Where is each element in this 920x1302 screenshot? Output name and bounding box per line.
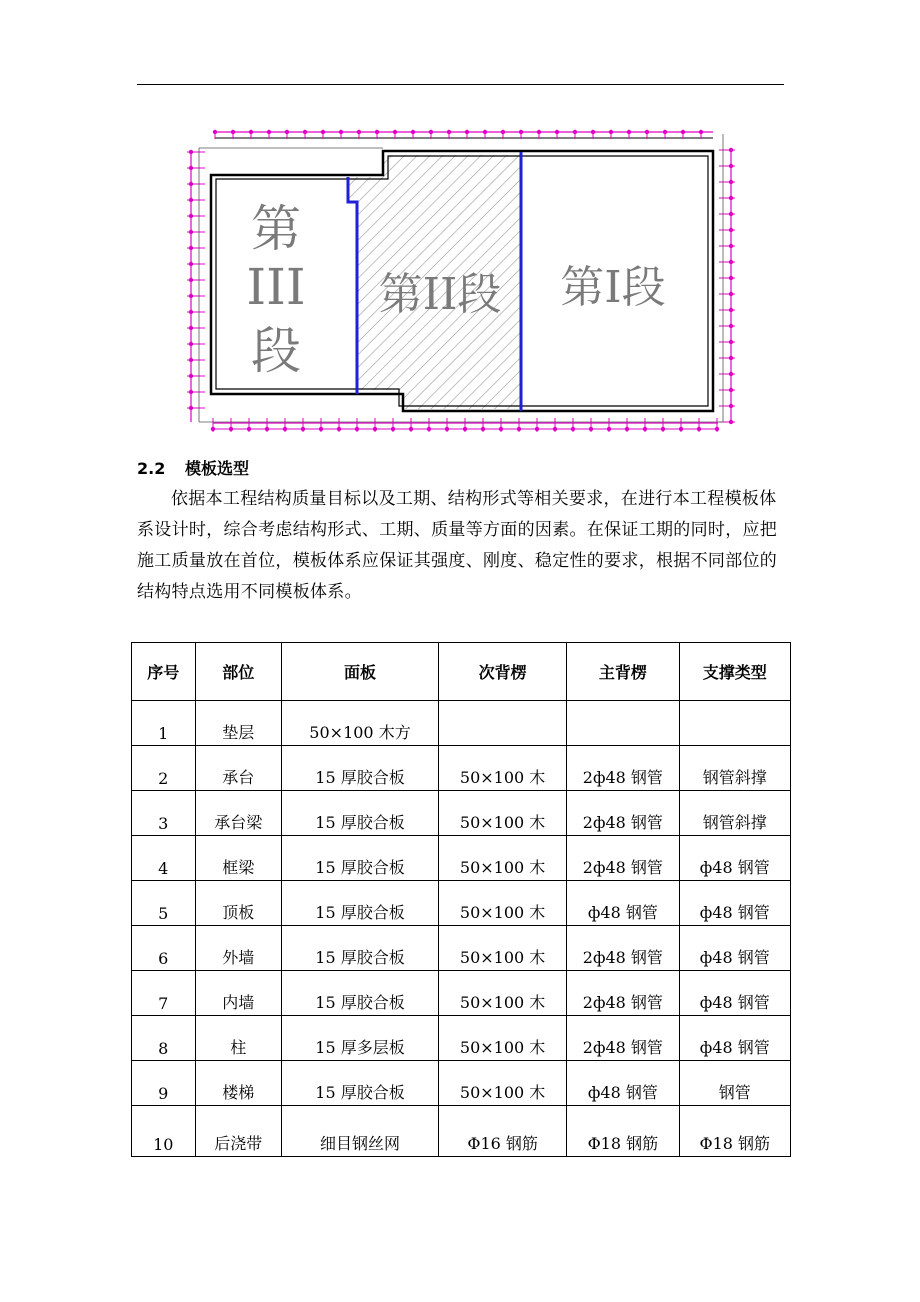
table-cell: [679, 701, 790, 746]
table-cell: 楼梯: [195, 1061, 281, 1106]
table-cell: 50×100 木: [439, 1061, 567, 1106]
table-cell: 50×100 木: [439, 836, 567, 881]
table-cell: 15 厚胶合板: [281, 881, 438, 926]
table-cell: 50×100 木: [439, 791, 567, 836]
top-marker-row: [213, 130, 713, 139]
table-cell: 2ф48 钢管: [567, 971, 679, 1016]
table-cell: ф48 钢管: [679, 881, 790, 926]
table-cell: [567, 701, 679, 746]
table-cell: 15 厚胶合板: [281, 971, 438, 1016]
header-cell: 支撑类型: [679, 643, 790, 701]
segment-boundary-3-2: [348, 177, 357, 394]
table-cell: 外墙: [195, 926, 281, 971]
table-header-row: [132, 643, 791, 701]
table-cell: 2ф48 钢管: [567, 746, 679, 791]
table-cell: 8: [132, 1016, 196, 1061]
table-cell: 2: [132, 746, 196, 791]
table-cell: [439, 701, 567, 746]
table-cell: ф48 钢管: [679, 836, 790, 881]
table-cell: 钢管斜撑: [679, 746, 790, 791]
table-cell: 50×100 木: [439, 1016, 567, 1061]
table-cell: 垫层: [195, 701, 281, 746]
header-cell: 次背楞: [439, 643, 567, 701]
table-cell: 15 厚胶合板: [281, 746, 438, 791]
table-cell: 15 厚胶合板: [281, 791, 438, 836]
table-cell: ф48 钢管: [567, 881, 679, 926]
table-cell: 5: [132, 881, 196, 926]
header-cell: 主背楞: [567, 643, 679, 701]
segment-1-label: 第I段: [560, 262, 666, 313]
segment-2-label: 第II段: [378, 269, 502, 320]
table-cell: 细目钢丝网: [281, 1106, 438, 1157]
table-cell: 3: [132, 791, 196, 836]
table-row: [132, 1061, 791, 1106]
table-cell: 后浇带: [195, 1106, 281, 1157]
table-cell: 15 厚多层板: [281, 1016, 438, 1061]
table-row: [132, 836, 791, 881]
table-cell: 4: [132, 836, 196, 881]
table-cell: 钢管: [679, 1061, 790, 1106]
segment-3-label-line1: 第: [251, 200, 301, 258]
table-cell: 1: [132, 701, 196, 746]
table-cell: 50×100 木: [439, 881, 567, 926]
right-marker-column: [719, 148, 735, 424]
table-row: [132, 1106, 791, 1157]
table-cell: 15 厚胶合板: [281, 1061, 438, 1106]
section-number: 2.2: [137, 459, 166, 478]
formwork-selection-table: [131, 642, 791, 1157]
table-cell: ф48 钢管: [679, 1016, 790, 1061]
table-cell: 2ф48 钢管: [567, 1016, 679, 1061]
table-row: [132, 1016, 791, 1061]
table-cell: 承台: [195, 746, 281, 791]
table-cell: 承台梁: [195, 791, 281, 836]
section-paragraph: 依据本工程结构质量目标以及工期、结构形式等相关要求，在进行本工程模板体系设计时，综合考虑结构形式、工期、质量等方面的因素。在保证工期的同时，应把施工质量放在首位，模板体系应保证其强度、刚度、稳定性的要求，根据不同部位的结构特点选用不同模板体系。: [137, 489, 778, 602]
table-cell: Φ18 钢筋: [567, 1106, 679, 1157]
table-row: [132, 881, 791, 926]
table-cell: ф48 钢管: [679, 971, 790, 1016]
table-cell: Φ16 钢筋: [439, 1106, 567, 1157]
table-row: [132, 971, 791, 1016]
table-cell: 2ф48 钢管: [567, 791, 679, 836]
table-cell: 50×100 木: [439, 746, 567, 791]
table-cell: 内墙: [195, 971, 281, 1016]
table-row: [132, 746, 791, 791]
header-cell: 部位: [195, 643, 281, 701]
table-cell: ф48 钢管: [679, 926, 790, 971]
table-cell: 框梁: [195, 836, 281, 881]
construction-segments-figure: [183, 122, 738, 438]
table-row: [132, 926, 791, 971]
table-cell: 顶板: [195, 881, 281, 926]
table-cell: 50×100 木方: [281, 701, 438, 746]
table-cell: 2ф48 钢管: [567, 926, 679, 971]
table-cell: 50×100 木: [439, 971, 567, 1016]
header-cell: 序号: [132, 643, 196, 701]
section-heading: [137, 456, 249, 479]
header-rule: [137, 84, 784, 85]
table-cell: ф48 钢管: [567, 1061, 679, 1106]
segment-3-label-line2: III: [246, 258, 306, 316]
table-row: [132, 701, 791, 746]
table-cell: 15 厚胶合板: [281, 926, 438, 971]
table-cell: 钢管斜撑: [679, 791, 790, 836]
bottom-marker-row: [211, 418, 719, 432]
table-cell: 2ф48 钢管: [567, 836, 679, 881]
table-cell: Φ18 钢筋: [679, 1106, 790, 1157]
table-cell: 6: [132, 926, 196, 971]
table-row: [132, 791, 791, 836]
section-title: 模板选型: [185, 459, 250, 478]
left-marker-column: [187, 150, 205, 422]
segment-3-label-line3: 段: [251, 322, 301, 380]
table-cell: 7: [132, 971, 196, 1016]
table-cell: 10: [132, 1106, 196, 1157]
table-cell: 柱: [195, 1016, 281, 1061]
table-cell: 15 厚胶合板: [281, 836, 438, 881]
header-cell: 面板: [281, 643, 438, 701]
table-cell: 50×100 木: [439, 926, 567, 971]
table-cell: 9: [132, 1061, 196, 1106]
